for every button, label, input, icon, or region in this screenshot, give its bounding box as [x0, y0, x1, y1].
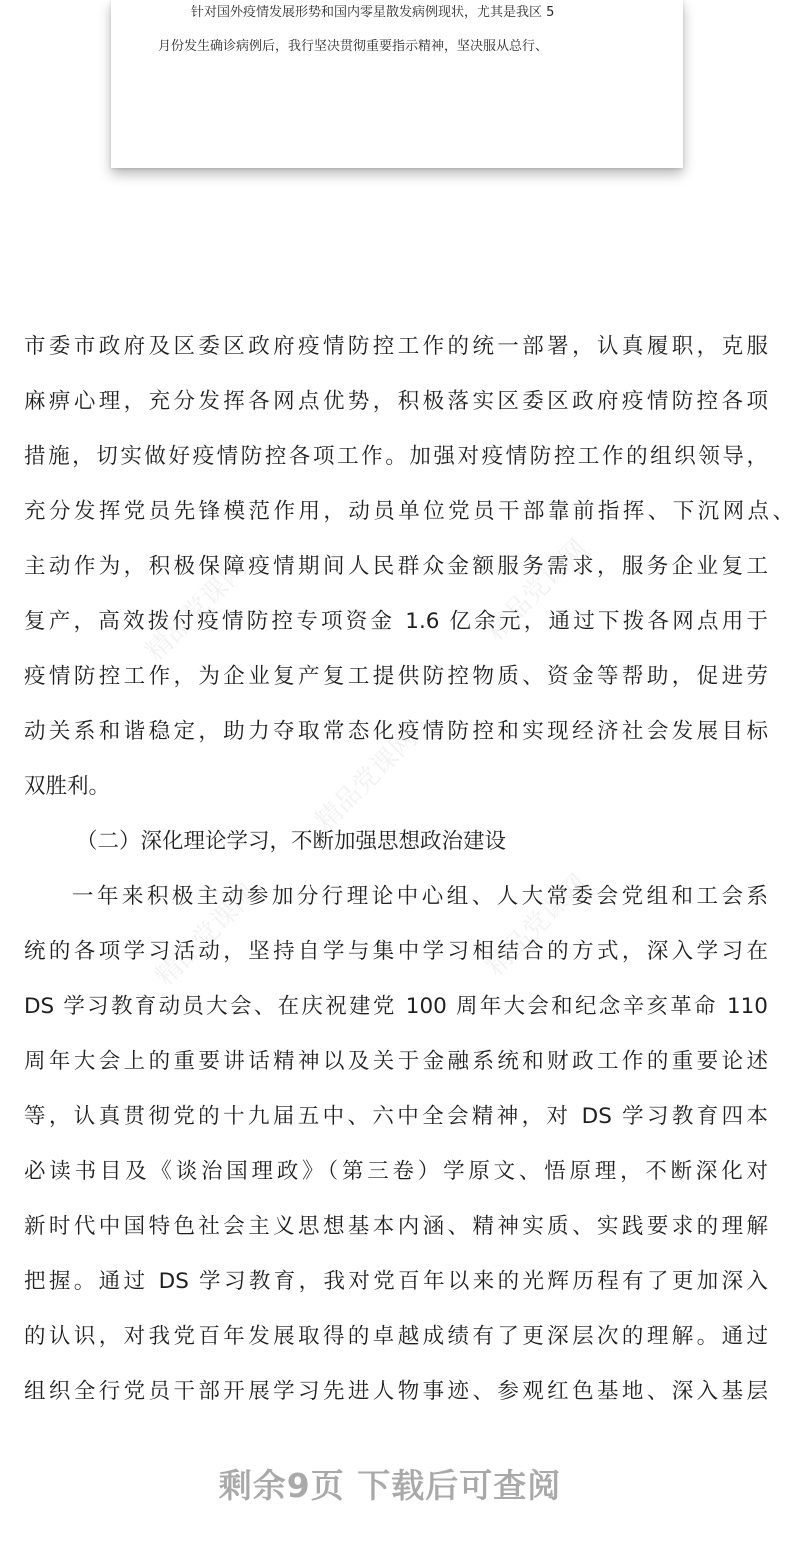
- watermark: 精品党课网: [480, 868, 594, 982]
- paragraph-line: 市委市政府及区委区政府疫情防控工作的统一部署，认真履职，克服: [24, 334, 768, 359]
- paragraph-line: 必读书目及《谈治国理政》（第三卷）学原文、悟原理，不断深化对: [24, 1159, 768, 1184]
- paragraph-line: DS 学习教育动员大会、在庆祝建党 100 周年大会和纪念辛亥革命 110: [24, 994, 768, 1019]
- remaining-pages-notice[interactable]: 剩余9页 下载后可查阅: [218, 1466, 562, 1505]
- preview-line-2: 月份发生确诊病例后，我行坚决贯彻重要指示精神，坚决服从总行、: [158, 39, 549, 54]
- paragraph-line: 麻痹心理，充分发挥各网点优势，积极落实区委区政府疫情防控各项: [24, 389, 768, 414]
- watermark: 精品党课网: [480, 533, 594, 647]
- watermark: 精品党课网: [140, 553, 254, 667]
- paragraph-line: 统的各项学习活动，坚持自学与集中学习相结合的方式，深入学习在: [24, 939, 768, 964]
- paragraph-line: 复产，高效拨付疫情防控专项资金 1.6 亿余元，通过下拨各网点用于: [24, 609, 768, 634]
- preview-line-1: 针对国外疫情发展形势和国内零星散发病例现状，尤其是我区 5: [191, 5, 555, 20]
- paragraph-line: 组织全行党员干部开展学习先进人物事迹、参观红色基地、深入基层: [24, 1379, 768, 1404]
- paragraph-line: 的认识，对我党百年发展取得的卓越成绩有了更深层次的理解。通过: [24, 1324, 768, 1349]
- paragraph-line: 主动作为，积极保障疫情期间人民群众金额服务需求，服务企业复工: [24, 554, 768, 579]
- paragraph-line: 动关系和谐稳定，助力夺取常态化疫情防控和实现经济社会发展目标: [24, 719, 768, 744]
- paragraph-line: 措施，切实做好疫情防控各项工作。加强对疫情防控工作的组织领导，: [24, 444, 768, 469]
- paragraph-line: 疫情防控工作，为企业复产复工提供防控物质、资金等帮助，促进劳: [24, 664, 768, 689]
- page-preview-card: [111, 0, 683, 168]
- section-heading: （二）深化理论学习，不断加强思想政治建设: [76, 829, 507, 854]
- paragraph-line: 新时代中国特色社会主义思想基本内涵、精神实质、实践要求的理解: [24, 1214, 768, 1239]
- paragraph-line: 等，认真贯彻党的十九届五中、六中全会精神，对 DS 学习教育四本: [24, 1104, 768, 1129]
- paragraph-line: 把握。通过 DS 学习教育，我对党百年以来的光辉历程有了更加深入: [24, 1269, 768, 1294]
- paragraph-line: 双胜利。: [24, 774, 111, 799]
- watermark: 精品党课网: [150, 878, 264, 992]
- paragraph-line: 充分发挥党员先锋模范作用，动员单位党员干部靠前指挥、下沉网点、: [24, 499, 794, 524]
- watermark: 精品党课网: [310, 723, 424, 837]
- paragraph-line: 一年来积极主动参加分行理论中心组、人大常委会党组和工会系: [72, 884, 768, 909]
- paragraph-line: 周年大会上的重要讲话精神以及关于金融系统和财政工作的重要论述: [24, 1049, 768, 1074]
